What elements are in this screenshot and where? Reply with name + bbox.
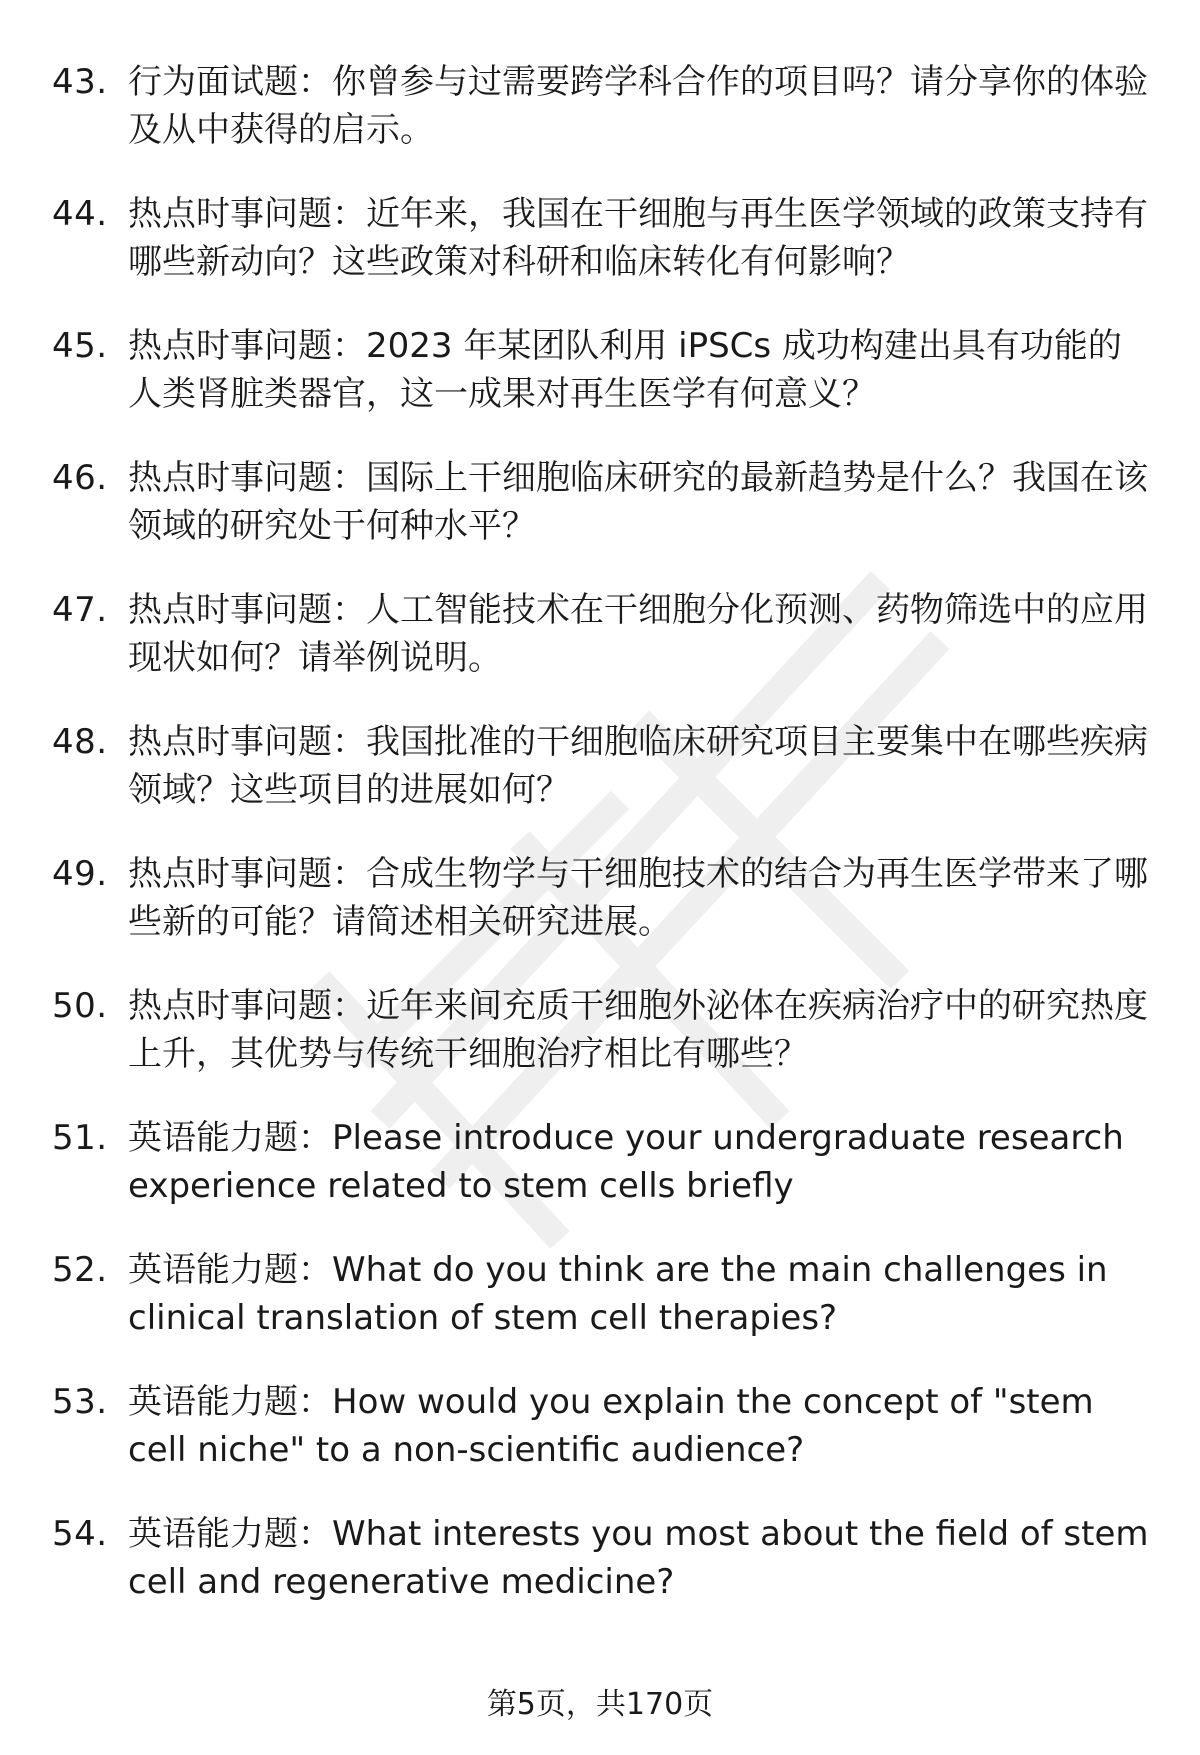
question-text: 热点时事问题：人工智能技术在干细胞分化预测、药物筛选中的应用现状如何？请举例说明。: [128, 590, 1148, 678]
question-text: 英语能力题：What interests you most about the field of stem cell and regenerative medicine?: [128, 1514, 1149, 1602]
question-text: 英语能力题：Please introduce your undergraduate research experience related to stem cells briefly: [128, 1118, 1124, 1206]
question-number: 54.: [52, 1514, 108, 1554]
question-text: 热点时事问题：国际上干细胞临床研究的最新趋势是什么？我国在该领域的研究处于何种水平？: [128, 458, 1148, 546]
question-item: [52, 1510, 1152, 1606]
question-item: [52, 586, 1152, 682]
question-text: 热点时事问题：近年来间充质干细胞外泌体在疾病治疗中的研究热度上升，其优势与传统干细胞治疗相比有哪些？: [128, 986, 1148, 1074]
question-text: 热点时事问题：合成生物学与干细胞技术的结合为再生医学带来了哪些新的可能？请简述相关研究进展。: [128, 854, 1148, 942]
question-item: [52, 58, 1152, 154]
question-item: [52, 982, 1152, 1078]
question-text: 热点时事问题：2023 年某团队利用 iPSCs 成功构建出具有功能的人类肾脏类器官，这一成果对再生医学有何意义？: [128, 326, 1122, 414]
question-number: 45.: [52, 326, 108, 366]
question-number: 46.: [52, 458, 108, 498]
question-item: [52, 1378, 1152, 1474]
question-item: [52, 718, 1152, 814]
question-text: 行为面试题：你曾参与过需要跨学科合作的项目吗？请分享你的体验及从中获得的启示。: [128, 62, 1148, 150]
question-item: [52, 1246, 1152, 1342]
question-text: 热点时事问题：我国批准的干细胞临床研究项目主要集中在哪些疾病领域？这些项目的进展如何？: [128, 722, 1148, 810]
question-number: 44.: [52, 194, 108, 234]
question-item: [52, 850, 1152, 946]
question-item: [52, 190, 1152, 286]
question-item: [52, 1114, 1152, 1210]
question-number: 52.: [52, 1250, 108, 1290]
question-number: 53.: [52, 1382, 108, 1422]
question-item: [52, 454, 1152, 550]
question-number: 50.: [52, 986, 108, 1026]
question-number: 51.: [52, 1118, 108, 1158]
question-number: 43.: [52, 62, 108, 102]
question-number: 48.: [52, 722, 108, 762]
question-text: 英语能力题：What do you think are the main challenges in clinical translation of stem cell therapies?: [128, 1250, 1108, 1338]
question-list: [52, 58, 1152, 1642]
question-item: [52, 322, 1152, 418]
question-text: 英语能力题：How would you explain the concept of "stem cell niche" to a non-scientific audience?: [128, 1382, 1094, 1470]
question-number: 47.: [52, 590, 108, 630]
question-text: 热点时事问题：近年来，我国在干细胞与再生医学领域的政策支持有哪些新动向？这些政策对科研和临床转化有何影响？: [128, 194, 1148, 282]
page-footer: 第5页，共170页: [486, 1687, 714, 1722]
question-number: 49.: [52, 854, 108, 894]
